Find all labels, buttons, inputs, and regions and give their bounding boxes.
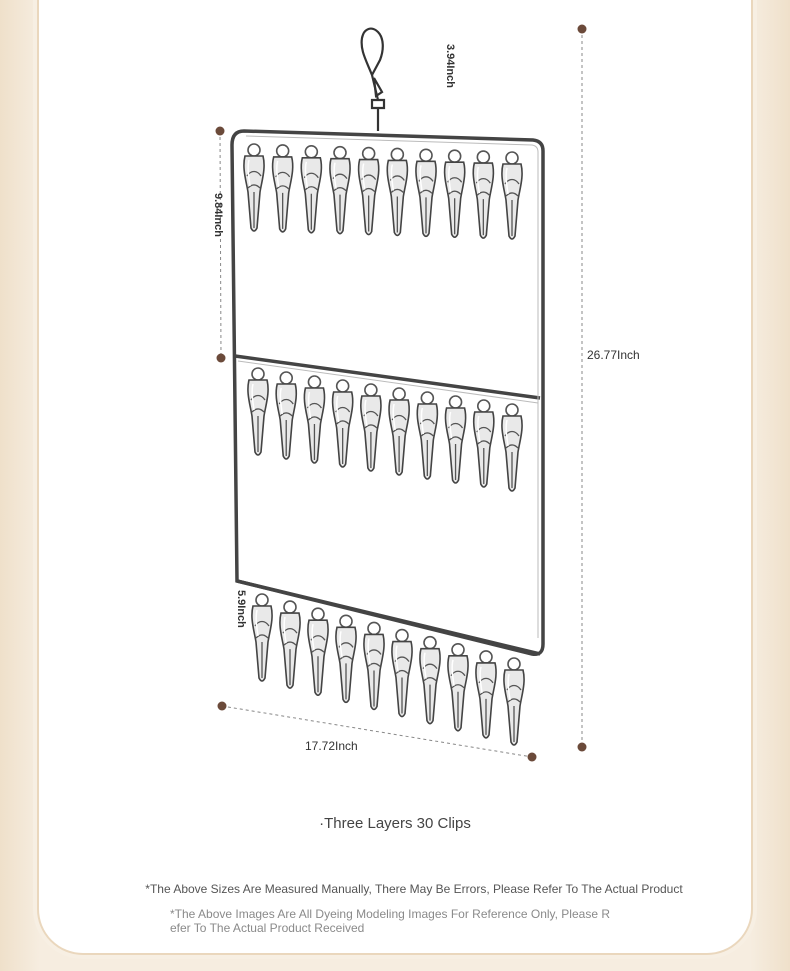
clothes-clip [333, 380, 353, 467]
clothes-clip [445, 150, 465, 237]
clothes-clip [304, 376, 324, 463]
hook-height-label: 3.94Inch [444, 44, 456, 89]
hook [362, 29, 384, 131]
clothes-clip [420, 637, 440, 724]
product-caption: ·Three Layers 30 Clips [319, 815, 471, 832]
clothes-clip [361, 384, 381, 471]
dimension-dot [578, 25, 587, 34]
clip-length-label: 5.9Inch [235, 590, 247, 628]
clothes-clip [387, 148, 407, 235]
layer-spacing-label: 9.84Inch [212, 193, 224, 238]
clothes-clip [502, 404, 522, 491]
clothes-clip [502, 152, 522, 239]
clothes-clip [276, 372, 296, 459]
dimension-dot [528, 753, 537, 762]
dimension-dot [218, 702, 227, 711]
clothes-clip [473, 151, 493, 238]
clothes-clip [389, 388, 409, 475]
clothes-clip [244, 144, 264, 231]
clothes-clip [359, 148, 379, 235]
clothes-clip [364, 622, 384, 709]
clothes-clip [416, 149, 436, 236]
clothes-clip [392, 630, 412, 717]
image-disclaimer-note: *The Above Images Are All Dyeing Modeling Images For Reference Only, Please Refer To The Actual Product Received [170, 907, 610, 935]
clip-group [244, 144, 524, 745]
clothes-clip [280, 601, 300, 688]
clothes-clip [252, 594, 272, 681]
clothes-clip [336, 615, 356, 702]
clothes-clip [308, 608, 328, 695]
dimension-dot [578, 743, 587, 752]
dimension-dot [217, 354, 226, 363]
clothes-clip [330, 147, 350, 234]
clothes-clip [273, 145, 293, 232]
clothes-clip [445, 396, 465, 483]
clothes-clip [448, 644, 468, 731]
width-label: 17.72Inch [305, 739, 358, 753]
clothes-clip [417, 392, 437, 479]
clothes-clip [476, 651, 496, 738]
clothes-clip [248, 368, 268, 455]
dimension-dot [216, 127, 225, 136]
clothes-clip [504, 658, 524, 745]
measurement-note: *The Above Sizes Are Measured Manually, There May Be Errors, Please Refer To The Actual Product [145, 882, 683, 896]
total-height-label: 26.77Inch [587, 348, 640, 362]
clothes-clip [474, 400, 494, 487]
clothes-clip [301, 146, 321, 233]
